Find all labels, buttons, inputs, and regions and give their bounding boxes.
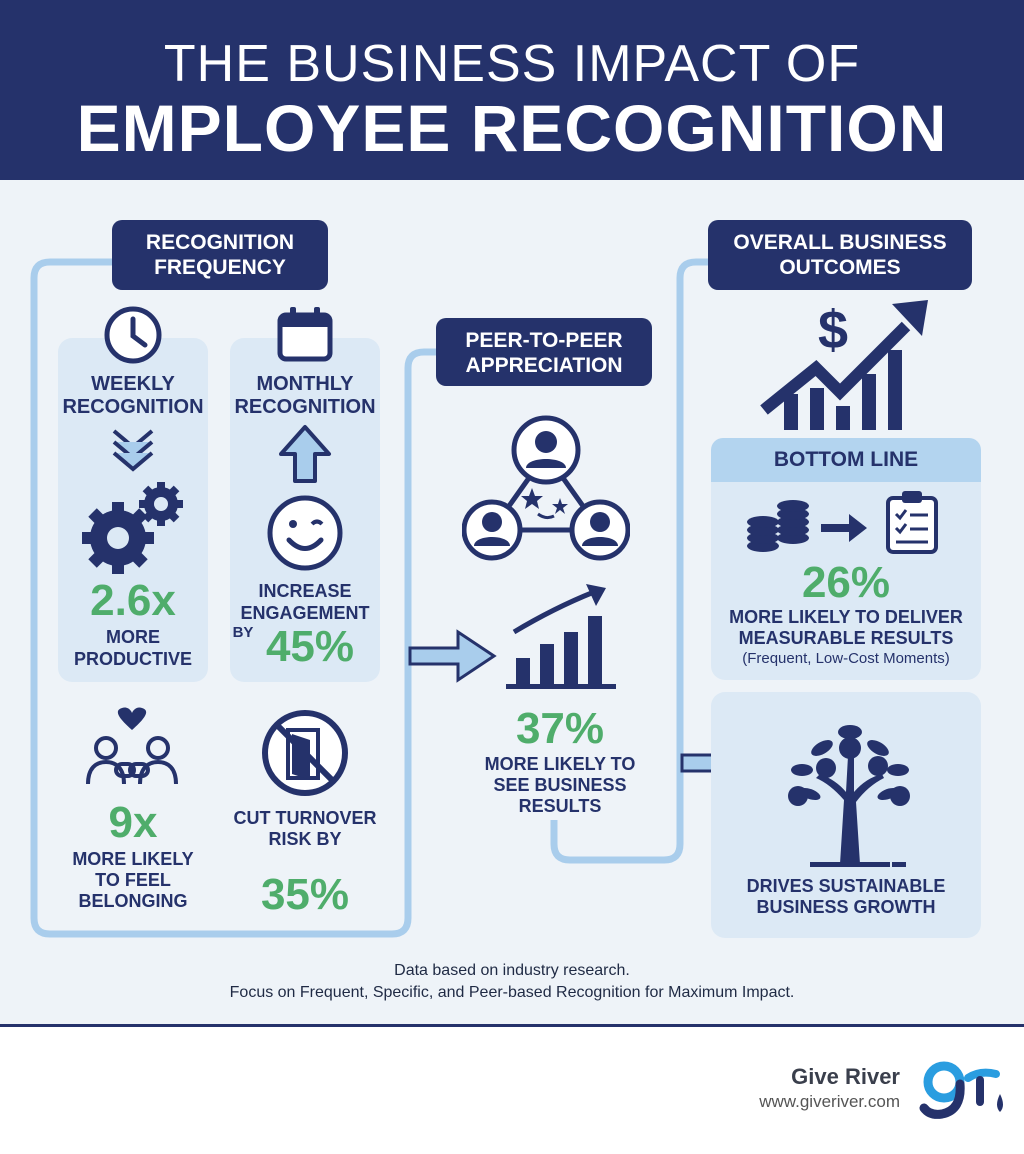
gears-icon <box>80 480 186 574</box>
bottom-line-note: (Frequent, Low-Cost Moments) <box>742 650 950 667</box>
peer-desc: MORE LIKELY TO SEE BUSINESS RESULTS <box>484 754 636 816</box>
section-title-frequency: RECOGNITION FREQUENCY <box>112 220 328 290</box>
peer-stat: 37% <box>515 704 605 753</box>
turnover-stat: 35% <box>260 870 350 919</box>
svg-text:$: $ <box>818 300 849 360</box>
checklist-icon <box>884 488 940 556</box>
weekly-desc: MORE PRODUCTIVE <box>73 627 192 669</box>
smiley-icon <box>265 493 345 573</box>
turnover-desc: CUT TURNOVER RISK BY <box>233 808 377 849</box>
chevrons-down-icon <box>110 428 156 472</box>
section-title-outcomes: OVERALL BUSINESS OUTCOMES <box>708 220 972 290</box>
arrow-right-icon <box>410 632 494 680</box>
belonging-desc: MORE LIKELY TO FEEL BELONGING <box>72 849 194 911</box>
heart-people-icon <box>82 706 182 788</box>
no-exit-icon <box>260 708 350 798</box>
monthly-by: BY <box>232 624 254 641</box>
monthly-desc: INCREASE ENGAGEMENT <box>240 581 370 623</box>
weekly-stat: 2.6x <box>90 576 176 625</box>
bottom-line-desc: MORE LIKELY TO DELIVER MEASURABLE RESULTS <box>729 607 963 648</box>
give-river-logo <box>918 1058 1010 1122</box>
peer-network-icon <box>462 410 630 568</box>
arrow-up-icon <box>278 424 332 484</box>
monthly-stat: 45% <box>265 622 355 671</box>
bottom-line-stat: 26% <box>801 558 891 607</box>
footer-line-2: Focus on Frequent, Specific, and Peer-based Recognition for Maximum Impact. <box>229 984 795 1001</box>
monthly-label: MONTHLY RECOGNITION <box>234 373 376 418</box>
brand-name: Give River <box>791 1064 900 1089</box>
section-title-peer: PEER-TO-PEER APPRECIATION <box>436 318 652 386</box>
belonging-stat: 9x <box>108 798 158 847</box>
footer-divider <box>0 1024 1024 1027</box>
title-line-2: EMPLOYEE RECOGNITION <box>76 91 948 165</box>
footer-line-1: Data based on industry research. <box>394 962 630 979</box>
growth-desc: DRIVES SUSTAINABLE BUSINESS GROWTH <box>746 876 946 917</box>
dollar-growth-icon <box>756 296 932 432</box>
rising-bars-icon <box>502 580 620 692</box>
title-line-1: THE BUSINESS IMPACT OF <box>163 35 861 93</box>
weekly-label: WEEKLY RECOGNITION <box>62 373 204 418</box>
tree-icon <box>780 704 916 868</box>
bottom-line-header: BOTTOM LINE <box>711 438 981 482</box>
brand-url: www.giveriver.com <box>759 1092 900 1111</box>
clock-icon <box>103 305 163 365</box>
calendar-icon <box>276 305 334 363</box>
